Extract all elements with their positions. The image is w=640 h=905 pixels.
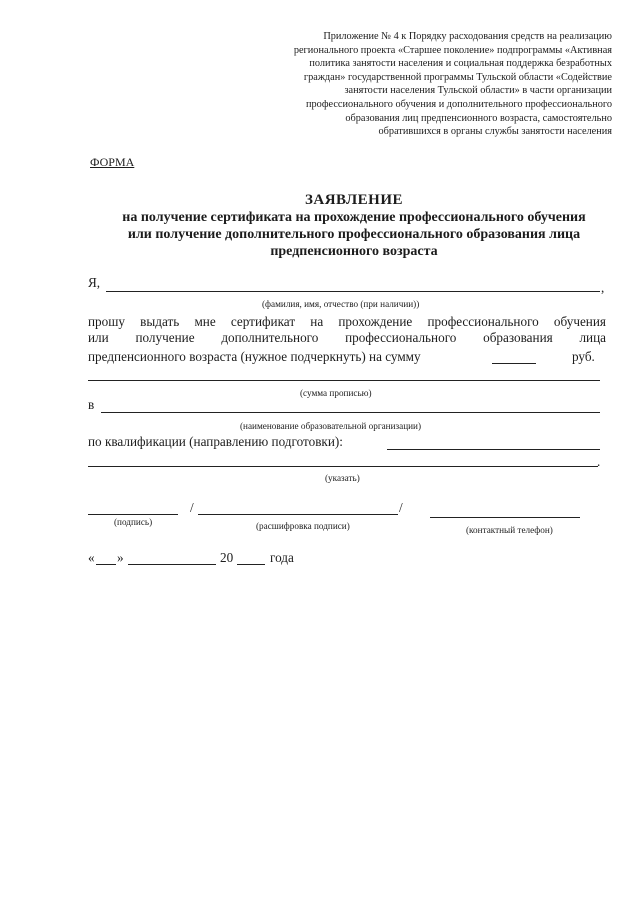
title-line-3: предпенсионного возраста xyxy=(270,244,438,259)
signature-caption: (подпись) xyxy=(114,517,153,527)
sum-number-field[interactable] xyxy=(492,363,536,364)
org-caption: (наименование образовательной организации) xyxy=(240,421,422,431)
appendix-line: занятости населения Тульской области» в части организации xyxy=(344,85,612,97)
date-year-field[interactable] xyxy=(237,564,265,565)
appendix-line: граждан» государственной программы Тульской области «Содействие xyxy=(303,71,612,83)
form-label: ФОРМА xyxy=(90,155,135,169)
phone-field[interactable] xyxy=(430,517,580,518)
sum-caption: (сумма прописью) xyxy=(300,388,372,398)
signature-decode-field[interactable] xyxy=(198,514,398,515)
title-line-2: или получение дополнительного профессионального образования лица xyxy=(127,227,581,242)
org-prefix: в xyxy=(88,397,95,412)
date-month-field[interactable] xyxy=(128,564,216,565)
appendix-line: образования лиц предпенсионного возраста, самостоятельно xyxy=(345,112,612,124)
decode-caption: (расшифровка подписи) xyxy=(256,521,350,531)
qualification-end: . xyxy=(597,454,601,469)
qualification-label: по квалификации (направлению подготовки): xyxy=(88,434,343,449)
currency-label: руб. xyxy=(572,349,595,364)
appendix-line: политика занятости населения и социальная поддержка безработных xyxy=(309,58,612,70)
sum-words-field[interactable] xyxy=(88,380,600,381)
slash-1: / xyxy=(190,500,194,515)
applicant-prefix: Я, xyxy=(88,275,101,290)
title-main: ЗАЯВЛЕНИЕ xyxy=(304,192,404,208)
date-day-field[interactable] xyxy=(96,564,116,565)
date-open-quote: « xyxy=(88,550,95,565)
applicant-caption: (фамилия, имя, отчество (при наличии)) xyxy=(262,299,420,309)
appendix-line: регионального проекта «Старшее поколение» подпрограммы «Активная xyxy=(293,44,612,56)
org-name-field[interactable] xyxy=(101,412,600,413)
request-line-3: предпенсионного возраста (нужное подчеркнуть) на сумму xyxy=(88,349,421,364)
qualification-caption: (указать) xyxy=(325,473,360,483)
request-line-1: прошу выдать мне сертификат на прохождение профессионального обучения xyxy=(88,314,606,329)
request-paragraph xyxy=(88,314,606,346)
appendix-line: обратившихся в органы службы занятости населения xyxy=(378,126,612,138)
applicant-name-field[interactable] xyxy=(106,291,600,292)
appendix-line: Приложение № 4 к Порядку расходования средств на реализацию xyxy=(323,31,612,42)
document-title xyxy=(60,192,640,260)
qualification-field-2[interactable] xyxy=(88,466,598,467)
appendix-note xyxy=(272,30,612,139)
date-close-quote: » xyxy=(117,550,124,565)
date-year-word: года xyxy=(270,550,294,565)
qualification-field-1[interactable] xyxy=(387,449,600,450)
date-century: 20 xyxy=(220,550,234,565)
request-line-2: или получение дополнительного профессионального образования лица xyxy=(88,330,606,345)
slash-2: / xyxy=(399,500,403,515)
title-line-1: на получение сертификата на прохождение профессионального обучения xyxy=(122,210,586,225)
signature-field[interactable] xyxy=(88,514,178,515)
appendix-line: профессионального обучения и дополнительного профессионального xyxy=(306,98,612,110)
applicant-suffix: , xyxy=(601,280,605,295)
phone-caption: (контактный телефон) xyxy=(466,525,553,535)
